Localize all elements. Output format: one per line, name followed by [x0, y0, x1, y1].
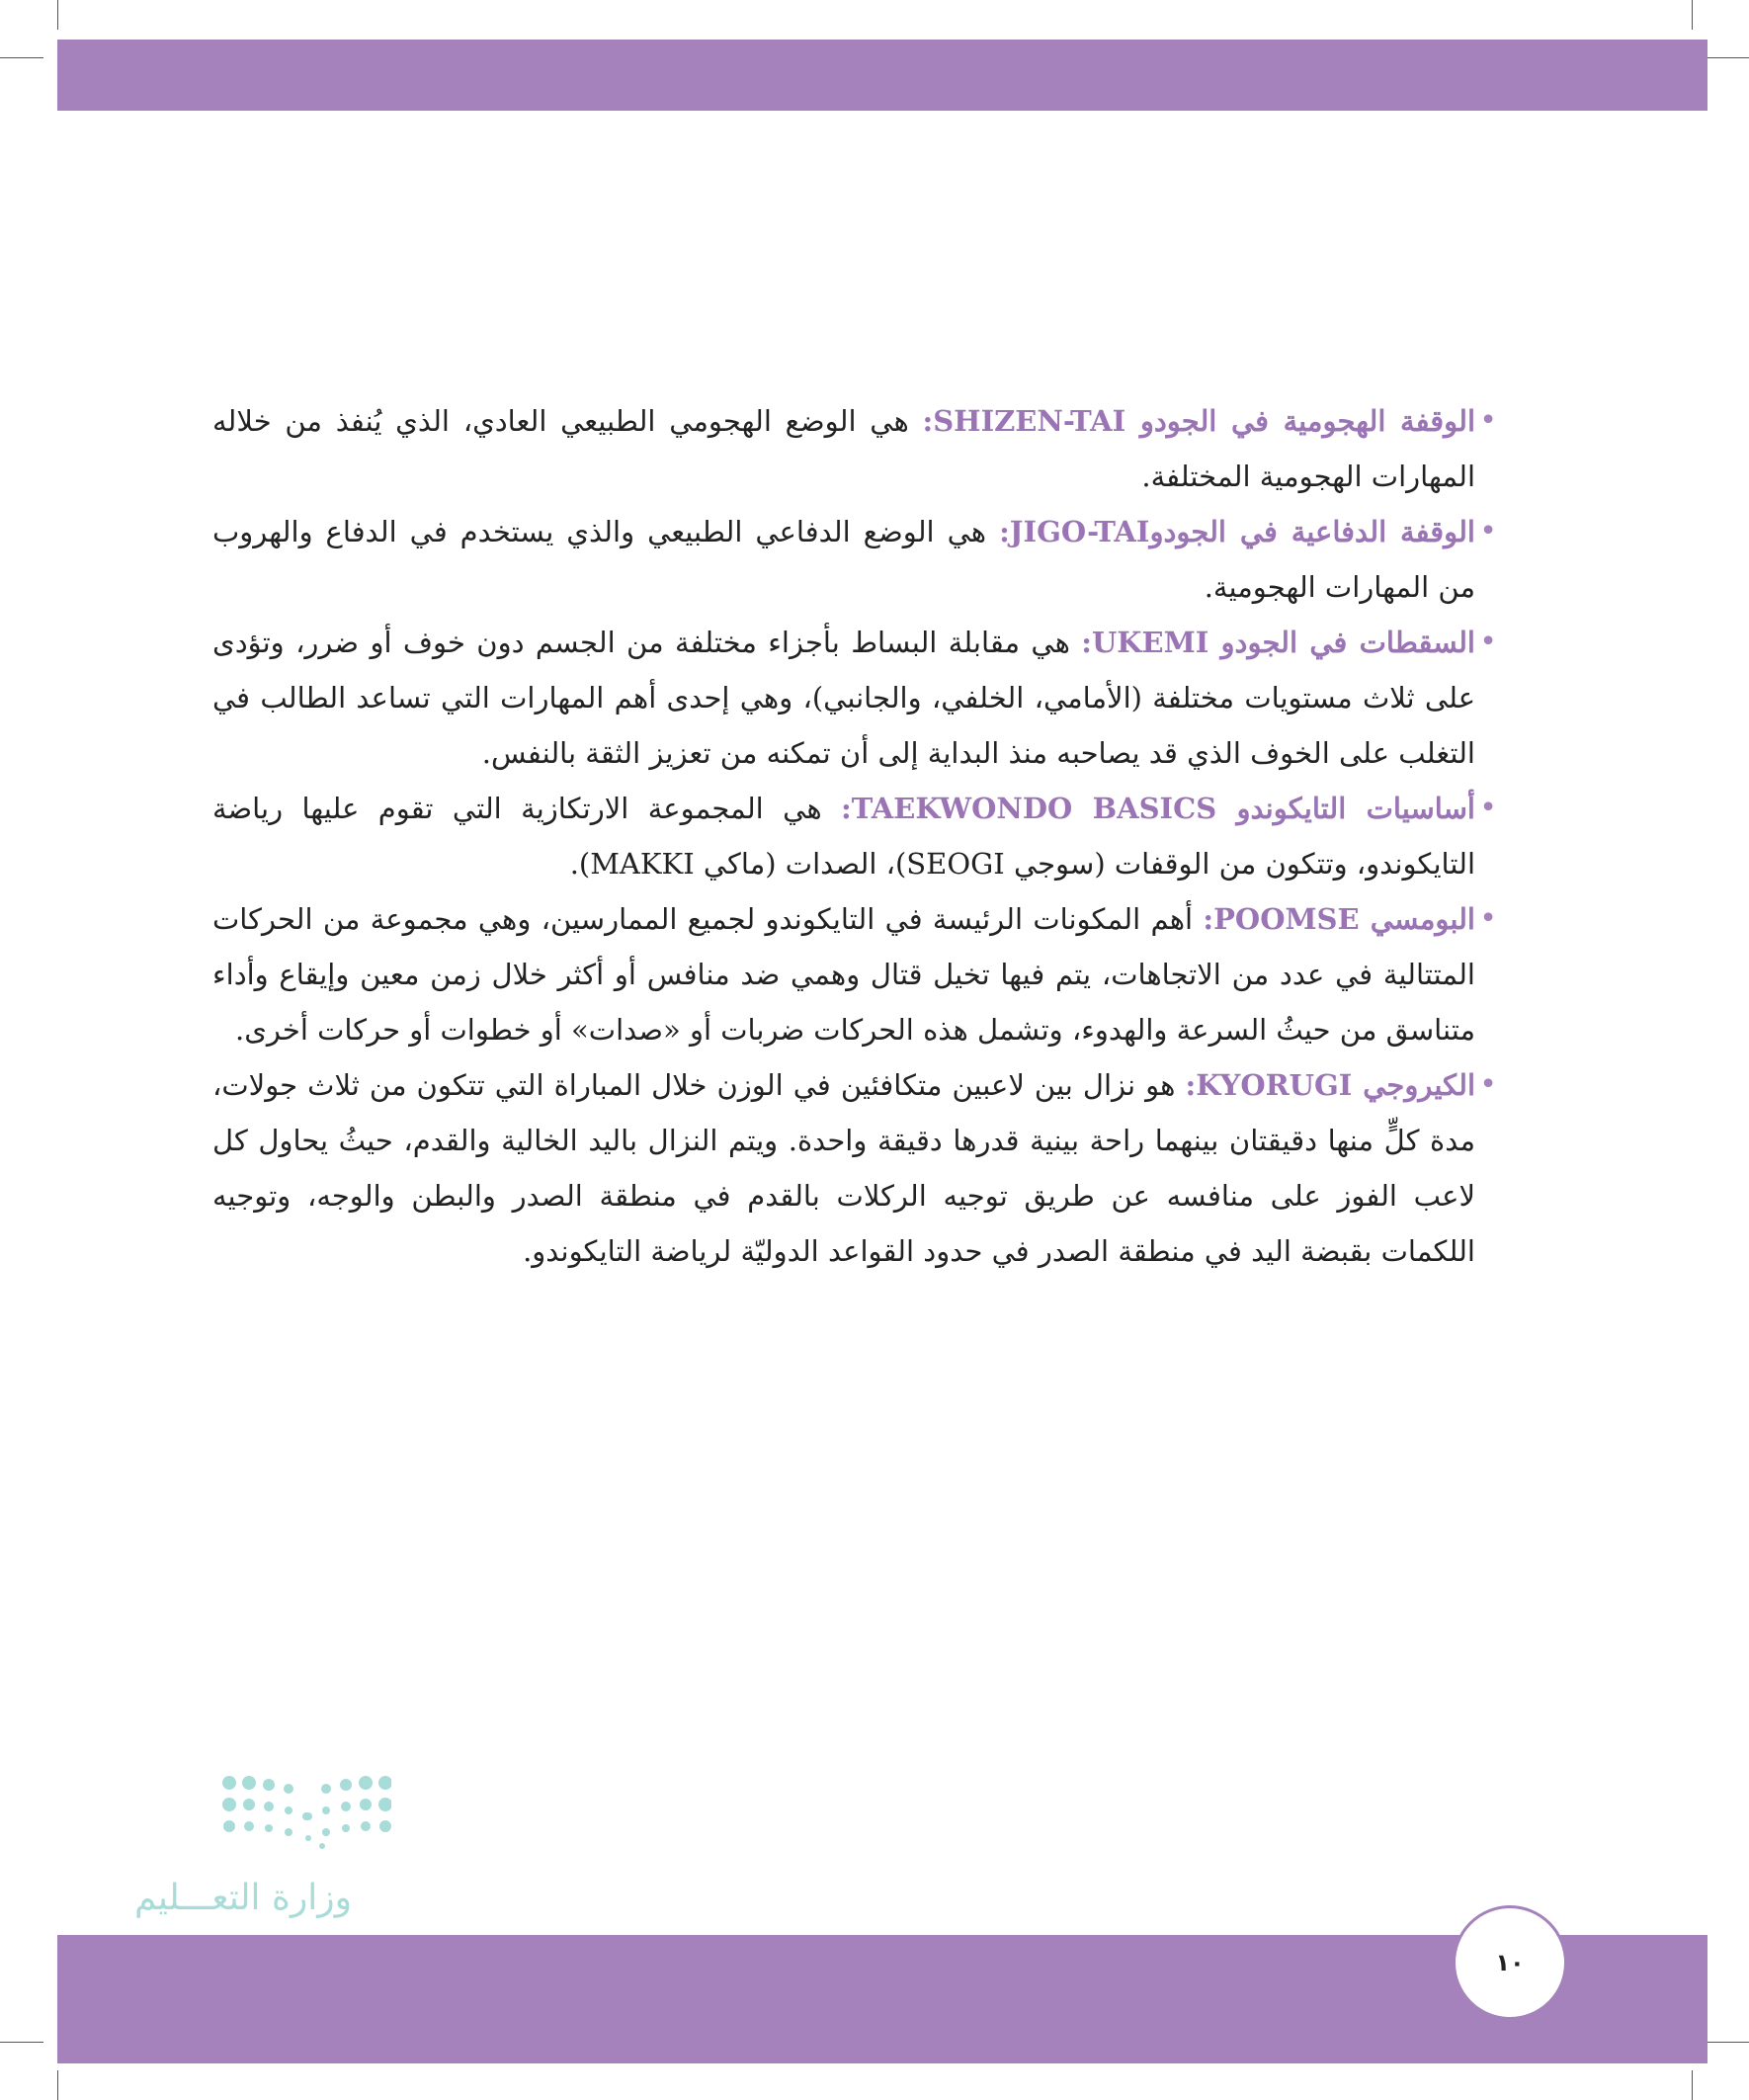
list-item	[212, 393, 1497, 504]
definition: هي الوضع الدفاعي الطبيعي والذي يستخدم في الدفاع والهروب من المهارات الهجومية.	[212, 515, 1475, 604]
definition: هو نزال بين لاعبين متكافئين في الوزن خلال المباراة التي تتكون من ثلاث جولات، مدة كلٍّ منها دقيقتان بينهما راحة بينية قدرها دقيقة واحدة. ويتم النزال باليد الخالية والقدم، حيثُ يحاول كل لاعب الفوز على منافسه عن طريق توجيه الركلات بالقدم في منطقة الصدر والبطن والوجه، وتوجيه اللكمات بقبضة اليد في منطقة الصدر في حدود القواعد الدوليّة لرياضة التايكوندو.	[212, 1068, 1475, 1268]
definitions-list	[212, 393, 1497, 1279]
crop-mark	[57, 0, 58, 30]
definition: هي المجموعة الارتكازية التي تقوم عليها رياضة التايكوندو، وتتكون من الوقفات (سوجي SEOGI)، الصدات (ماكي MAKKI).	[212, 792, 1475, 881]
term: الوقفة الدفاعية في الجودوJIGO-TAI:	[999, 515, 1475, 548]
crop-mark	[0, 57, 43, 58]
list-item	[212, 504, 1497, 615]
definition: أهم المكونات الرئيسة في التايكوندو لجميع الممارسين، وهي مجموعة من الحركات المتتالية في عدد من الاتجاهات، يتم فيها تخيل قتال وهمي ضد منافس أو أكثر خلال زمن معين وإيقاع وأداء متناسق من حيثُ السرعة والهدوء، وتشمل هذه الحركات ضربات أو «صدات» أو خطوات أو حركات أخرى.	[212, 902, 1475, 1047]
list-item	[212, 891, 1497, 1057]
header-band	[57, 40, 1707, 111]
page-number: ١٠	[1453, 1905, 1567, 2020]
term: أساسيات التايكوندو TAEKWONDO BASICS:	[841, 792, 1475, 825]
term: الوقفة الهجومية في الجودو SHIZEN-TAI:	[922, 404, 1475, 438]
crop-mark	[57, 2070, 58, 2100]
definition: هي مقابلة البساط بأجزاء مختلفة من الجسم دون خوف أو ضرر، وتؤدى على ثلاث مستويات مختلفة (الأمامي، الخلفي، والجانبي)، وهي إحدى أهم المهارات التي تساعد الطالب في التغلب على الخوف الذي قد يصاحبه منذ البداية إلى أن تمكنه من تعزيز الثقة بالنفس.	[212, 626, 1475, 770]
crop-mark	[1692, 0, 1693, 30]
crop-mark	[0, 2042, 43, 2043]
crop-mark	[1706, 57, 1749, 58]
page-body	[212, 393, 1497, 1279]
term: البومسي POOMSE:	[1203, 902, 1475, 936]
crop-mark	[1706, 2042, 1749, 2043]
definition: هي الوضع الهجومي الطبيعي العادي، الذي يُنفذ من خلاله المهارات الهجومية المختلفة.	[212, 404, 1475, 493]
crop-mark	[1692, 2070, 1693, 2100]
term: السقطات في الجودو UKEMI:	[1081, 626, 1475, 659]
term: الكيروجي KYORUGI:	[1185, 1068, 1476, 1102]
list-item	[212, 1057, 1497, 1279]
list-item	[212, 781, 1497, 891]
ministry-logo-text: وزارة التعـــليم	[133, 1878, 352, 1918]
list-item	[212, 615, 1497, 781]
